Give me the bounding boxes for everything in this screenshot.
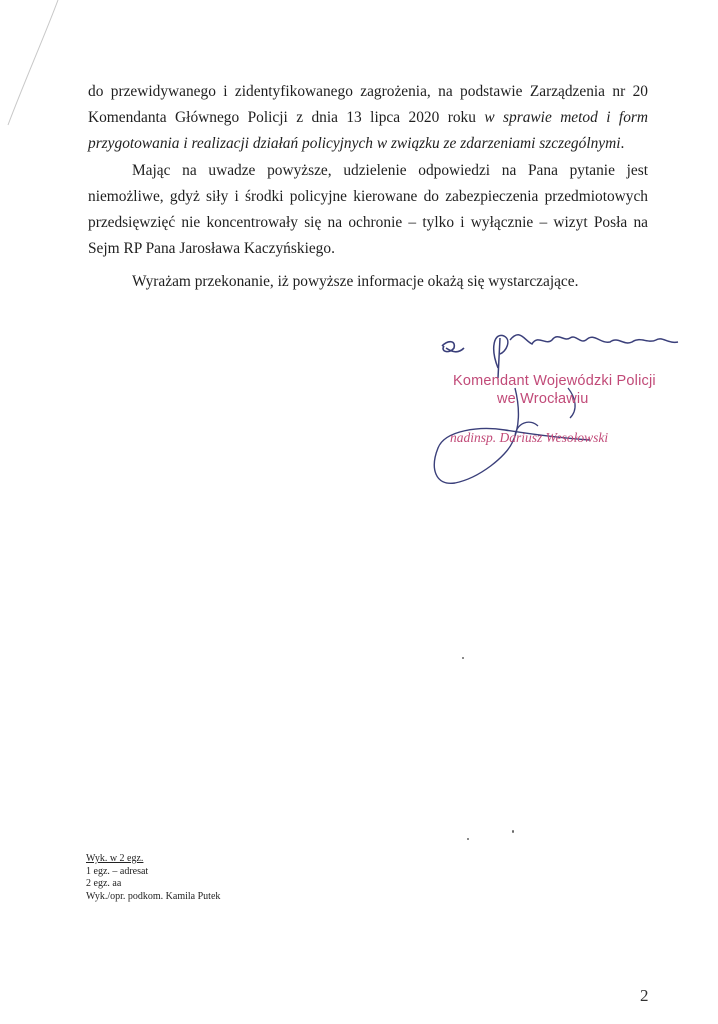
paragraph-1 xyxy=(88,79,648,157)
footer-notes xyxy=(86,853,220,903)
stamp-title: Komendant Wojewódzki Policji xyxy=(453,373,656,389)
paragraph-1-regulation-title: w sprawie metod i form przygotowania i realizacji działań policyjnych w związku ze zdarzeniami szczególnymi xyxy=(88,109,648,152)
stamp-location: we Wrocławiu xyxy=(497,391,589,407)
paragraph-1-text: do przewidywanego i zidentyfikowanego zagrożenia, na podstawie Zarządzenia nr 20 Komendanta Głównego Policji z dnia 13 lipca 2020 roku xyxy=(88,83,648,126)
paragraph-3: Wyrażam przekonanie, iż powyższe informacje okażą się wystarczające. xyxy=(132,273,579,290)
page-number: 2 xyxy=(640,986,649,1005)
paragraph-1-end: . xyxy=(620,135,625,152)
signatory-name: nadinsp. Dariusz Wesołowski xyxy=(450,430,609,445)
footer-author: Wyk./opr. podkom. Kamila Putek xyxy=(86,890,221,902)
footer-copies: Wyk. w 2 egz. xyxy=(86,853,144,864)
paragraph-2: Mając na uwadze powyższe, udzielenie odpowiedzi na Pana pytanie jest niemożliwe, gdyż siły i środki policyjne kierowane do zabezpieczenia przedmiotowych przedsięwzięć nie koncentrowały się na ochronie – tylko i wyłącznie – wizyt Posła na Sejm RP Pana Jarosława Kaczyńskiego. xyxy=(88,162,648,257)
scan-speck xyxy=(467,838,469,840)
footer-copy-1: 1 egz. – adresat xyxy=(86,865,149,877)
scan-speck xyxy=(462,657,464,659)
footer-copy-2: 2 egz. aa xyxy=(86,878,122,889)
scan-speck xyxy=(512,830,514,833)
scan-edge-mark xyxy=(0,0,80,140)
signature-block xyxy=(420,318,700,493)
